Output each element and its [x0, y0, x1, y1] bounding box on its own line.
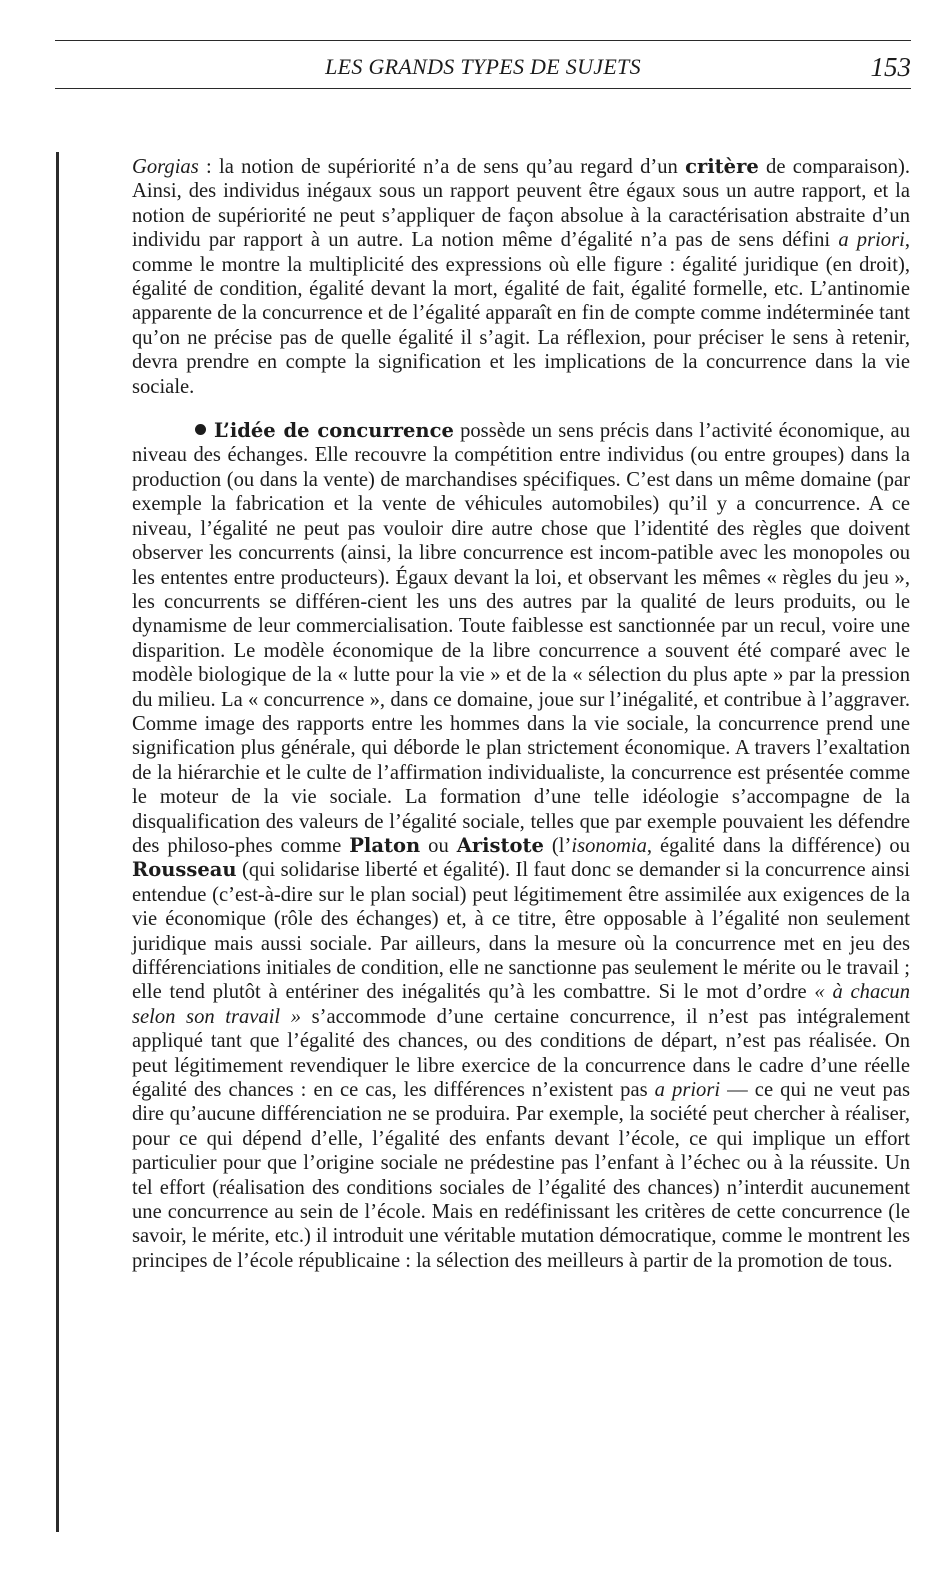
p2-text-4: , égalité dans la différence) ou [646, 834, 910, 857]
margin-bar [56, 152, 59, 1532]
paragraph-2 [132, 419, 910, 1273]
p2-text-6: s’accommode d’une certaine concurrence, il n’est pas intégralement appliqué tant que l’égalité des chances, ou des conditions de départ, n’est pas réalisée. On peut légitimement revendiquer le libre exercice de la concurrence dans le cadre d’une réelle égalité des chances : en ce cas, les différences n’existent pas [132, 1005, 911, 1102]
p2-text-7: — ce qui ne veut pas dire qu’aucune différenciation ne se produira. Par exemple, la société peut chercher à réaliser, pour ce qui dépend d’elle, l’égalité des enfants devant l’école, ce qui implique un effort particulier pour que l’origine sociale ne prédestine pas l’enfant à l’échec ou à la réussite. Un tel effort (réalisation des conditions sociales de l’égalité des chances) n’interdit aucunement une concurrence au sein de l’école. Mais en redéfinissant les critères de cette concurrence (le savoir, le mérite, etc.) il introduit une véritable mutation démocratique, comme le montrent les principes de l’école républicaine : la sélection des meilleurs à partir de la promotion de tous. [132, 1079, 910, 1272]
bullet-icon [195, 424, 206, 435]
name-aristote: Aristote [456, 833, 544, 857]
p2-text-5: (qui solidarise liberté et égalité). Il faut donc se demander si la concurrence ainsi entendue (c’est-à-dire sur le plan social) peut légitimement être assimilée aux exigences de la vie économique (rôle des échanges) et, à ce titre, être opposable à l’égalité non seulement juridique mais aussi sociale. Par ailleurs, dans la mesure où la concurrence met en jeu des différenciations initiales de condition, elle ne sanctionne pas seulement le mérite ou le travail ; elle tend plutôt à entériner des inégalités qu’à les combattre. Si le mot d’ordre [132, 859, 910, 1004]
header-rule-top [55, 40, 911, 41]
paragraph-1 [132, 155, 910, 399]
p2-text-3: (l’ [543, 834, 572, 857]
term-a-priori: a priori [838, 229, 905, 252]
p2-text-2: ou [420, 834, 457, 857]
heading-idee-de-concurrence: L’idée de concurrence [214, 419, 454, 443]
running-head [55, 52, 911, 84]
term-critere: critère [685, 155, 759, 178]
quote-a-chacun: « à chacun selon son travail » [132, 981, 910, 1028]
header-rule-bottom [55, 88, 911, 89]
work-title-gorgias: Gorgias [132, 156, 199, 178]
body-text [132, 155, 910, 1273]
p1-text-1: : la notion de supériorité n’a de sens qu’au regard d’un [198, 156, 686, 178]
term-isonomia: isonomia [571, 834, 647, 857]
running-title: LES GRANDS TYPES DE SUJETS [325, 54, 641, 79]
term-a-priori-2: a priori [654, 1079, 721, 1102]
name-rousseau: Rousseau [132, 858, 237, 882]
p1-text-2: de comparaison). Ainsi, des individus inégaux sous un rapport peuvent être égaux sous un autre rapport, et la notion de supériorité ne peut s’appliquer de façon absolue à la caractérisation abstraite d’un individu par rapport à un autre. La notion même d’égalité n’a pas de sens défini [132, 156, 910, 252]
page-number: 153 [870, 52, 911, 82]
p2-text-1: possède un sens précis dans l’activité économique, au niveau des échanges. Elle recouvre la compétition entre individus (ou entre groupes) dans la production (ou dans la vente) de marchandises spécifiques. C’est dans un même domaine (par exemple la fabrication et la vente de véhicules automobiles) qu’il y a concurrence. A ce niveau, l’égalité ne peut pas vouloir dire autre chose que l’identité des règles que doivent observer les concurrents (ainsi, la libre concurrence est incom-patible avec les monopoles ou les ententes entre producteurs). Égaux devant la loi, et observant les mêmes « règles du jeu », les concurrents se différen-cient les uns des autres par la qualité de leurs produits, ou le dynamisme de leur commercialisation. Toute faiblesse est sanctionnée par un recul, voire une disparition. Le modèle économique de la libre concurrence a souvent été comparé avec le modèle biologique de la « lutte pour la vie » et de la « sélection du plus apte » par la pression du milieu. La « concurrence », dans ce domaine, joue sur l’inégalité, et contribue à l’aggraver. Comme image des rapports entre les hommes dans la vie sociale, la concurrence prend une signification plus générale, qui déborde le plan strictement économique. A travers l’exaltation de la hiérarchie et le culte de l’affirmation individualiste, la concurrence est présentée comme le moteur de la vie sociale. La formation d’une telle idéologie s’accompagne de la disqualification des valeurs de l’égalité sociale, telles que par exemple pouvaient les défendre des philoso-phes comme [132, 420, 910, 857]
name-platon: Platon [349, 833, 421, 857]
p1-text-3: , comme le montre la multiplicité des expressions où elle figure : égalité juridique (en droit), égalité de condition, égalité devant la mort, égalité de fait, égalité formelle, etc. L’antinomie apparente de la concurrence et de l’égalité apparaît en fin de compte comme indéterminée tant qu’on ne précise pas de quelle égalité il s’agit. La réflexion, pour préciser le sens à retenir, devra prendre en compte la signification et les implications de la concurrence dans la vie sociale. [132, 229, 910, 398]
